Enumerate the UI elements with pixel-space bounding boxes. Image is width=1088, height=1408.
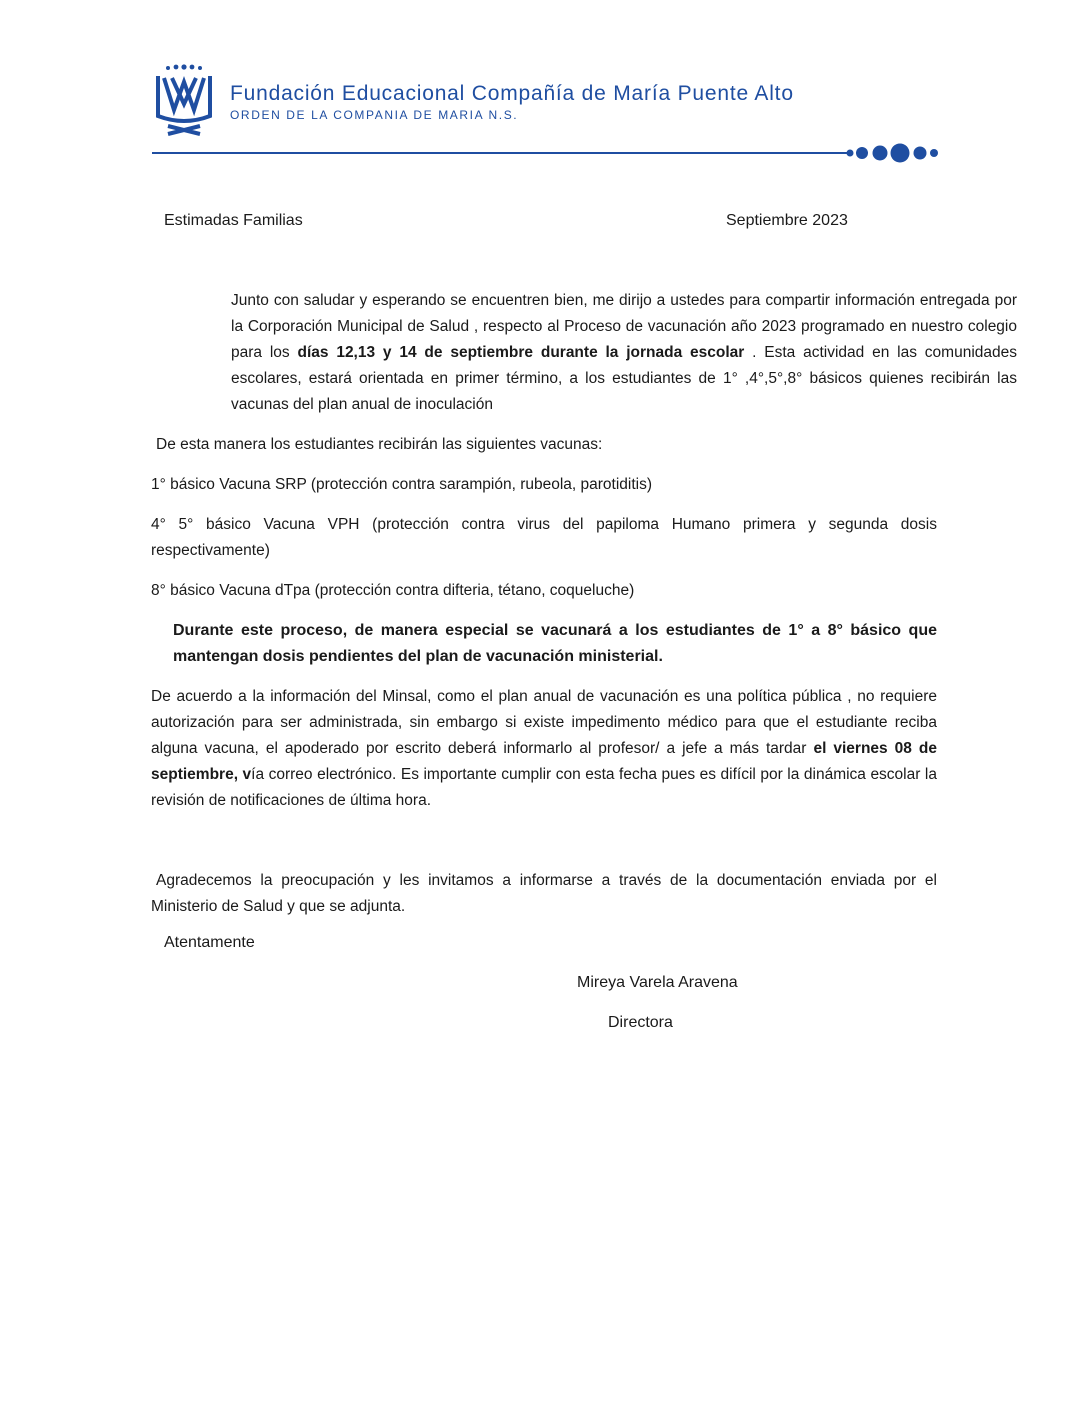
signer-role: Directora [608, 1014, 673, 1031]
paragraph-intro [151, 288, 1017, 418]
vaccine-item-3: 8° básico Vacuna dTpa (protección contra difteria, tétano, coqueluche) [151, 582, 635, 599]
organization-subtitle: ORDEN DE LA COMPANIA DE MARIA N.S. [230, 108, 519, 122]
vaccine-item-1: 1° básico Vacuna SRP (protección contra sarampión, rubeola, parotiditis) [151, 476, 653, 493]
intro-text-continued: . Esta actividad en las comunidades escolares, estará orientada en primer término, a los estudiantes de 1° ,4°,5°,8° básicos quienes recibirán las vacunas del plan anual de inoculación [231, 344, 1018, 413]
greeting: Estimadas Familias [164, 212, 303, 229]
paragraph-vaccines-intro: De esta manera los estudiantes recibirán las siguientes vacunas: [156, 436, 603, 453]
letter-date: Septiembre 2023 [726, 212, 848, 229]
header-divider [152, 152, 852, 154]
decorative-dots-icon [846, 142, 938, 164]
organization-name: Fundación Educacional Compañía de María Puente Alto [230, 82, 794, 105]
paragraph-minsal [151, 684, 937, 814]
deadline-date: el viernes 08 de septiembre, v [151, 740, 937, 783]
intro-text: Junto con saludar y esperando se encuentren bien, me dirijo a ustedes para compartir información entregada por la Corporación Municipal de Salud , respecto al Proceso de vacunación año 2023 programado en nuestro colegio para los [231, 292, 1017, 361]
vaccine-item-2: 4° 5° básico Vacuna VPH (protección contra virus del papiloma Humano primera y segunda dosis respectivamente) [151, 516, 937, 559]
minsal-text: De acuerdo a la información del Minsal, como el plan anual de vacunación es una política pública , no requiere autorización para ser administrada, sin embargo si existe impedimento médico para que el estudiante reciba alguna vacuna, el apoderado por escrito deberá informarlo al profesor/ a jefe a más tardar [151, 688, 937, 757]
closing: Atentamente [164, 934, 255, 951]
vaccination-dates: días 12,13 y 14 de septiembre durante la jornada escolar [297, 344, 745, 361]
paragraph-pending-doses: Durante este proceso, de manera especial se vacunará a los estudiantes de 1° a 8° básico que mantengan dosis pendientes del plan de vacunación ministerial. [173, 622, 937, 665]
minsal-text-continued: ía correo electrónico. Es importante cumplir con esta fecha pues es difícil por la dinámica escolar la revisión de notificaciones de última hora. [151, 766, 937, 809]
signer-name: Mireya Varela Aravena [577, 974, 738, 991]
letterhead [152, 64, 937, 164]
school-logo-icon [152, 64, 216, 136]
paragraph-thanks: Agradecemos la preocupación y les invitamos a informarse a través de la documentación enviada por el Ministerio de Salud y que se adjunta. [151, 872, 937, 915]
